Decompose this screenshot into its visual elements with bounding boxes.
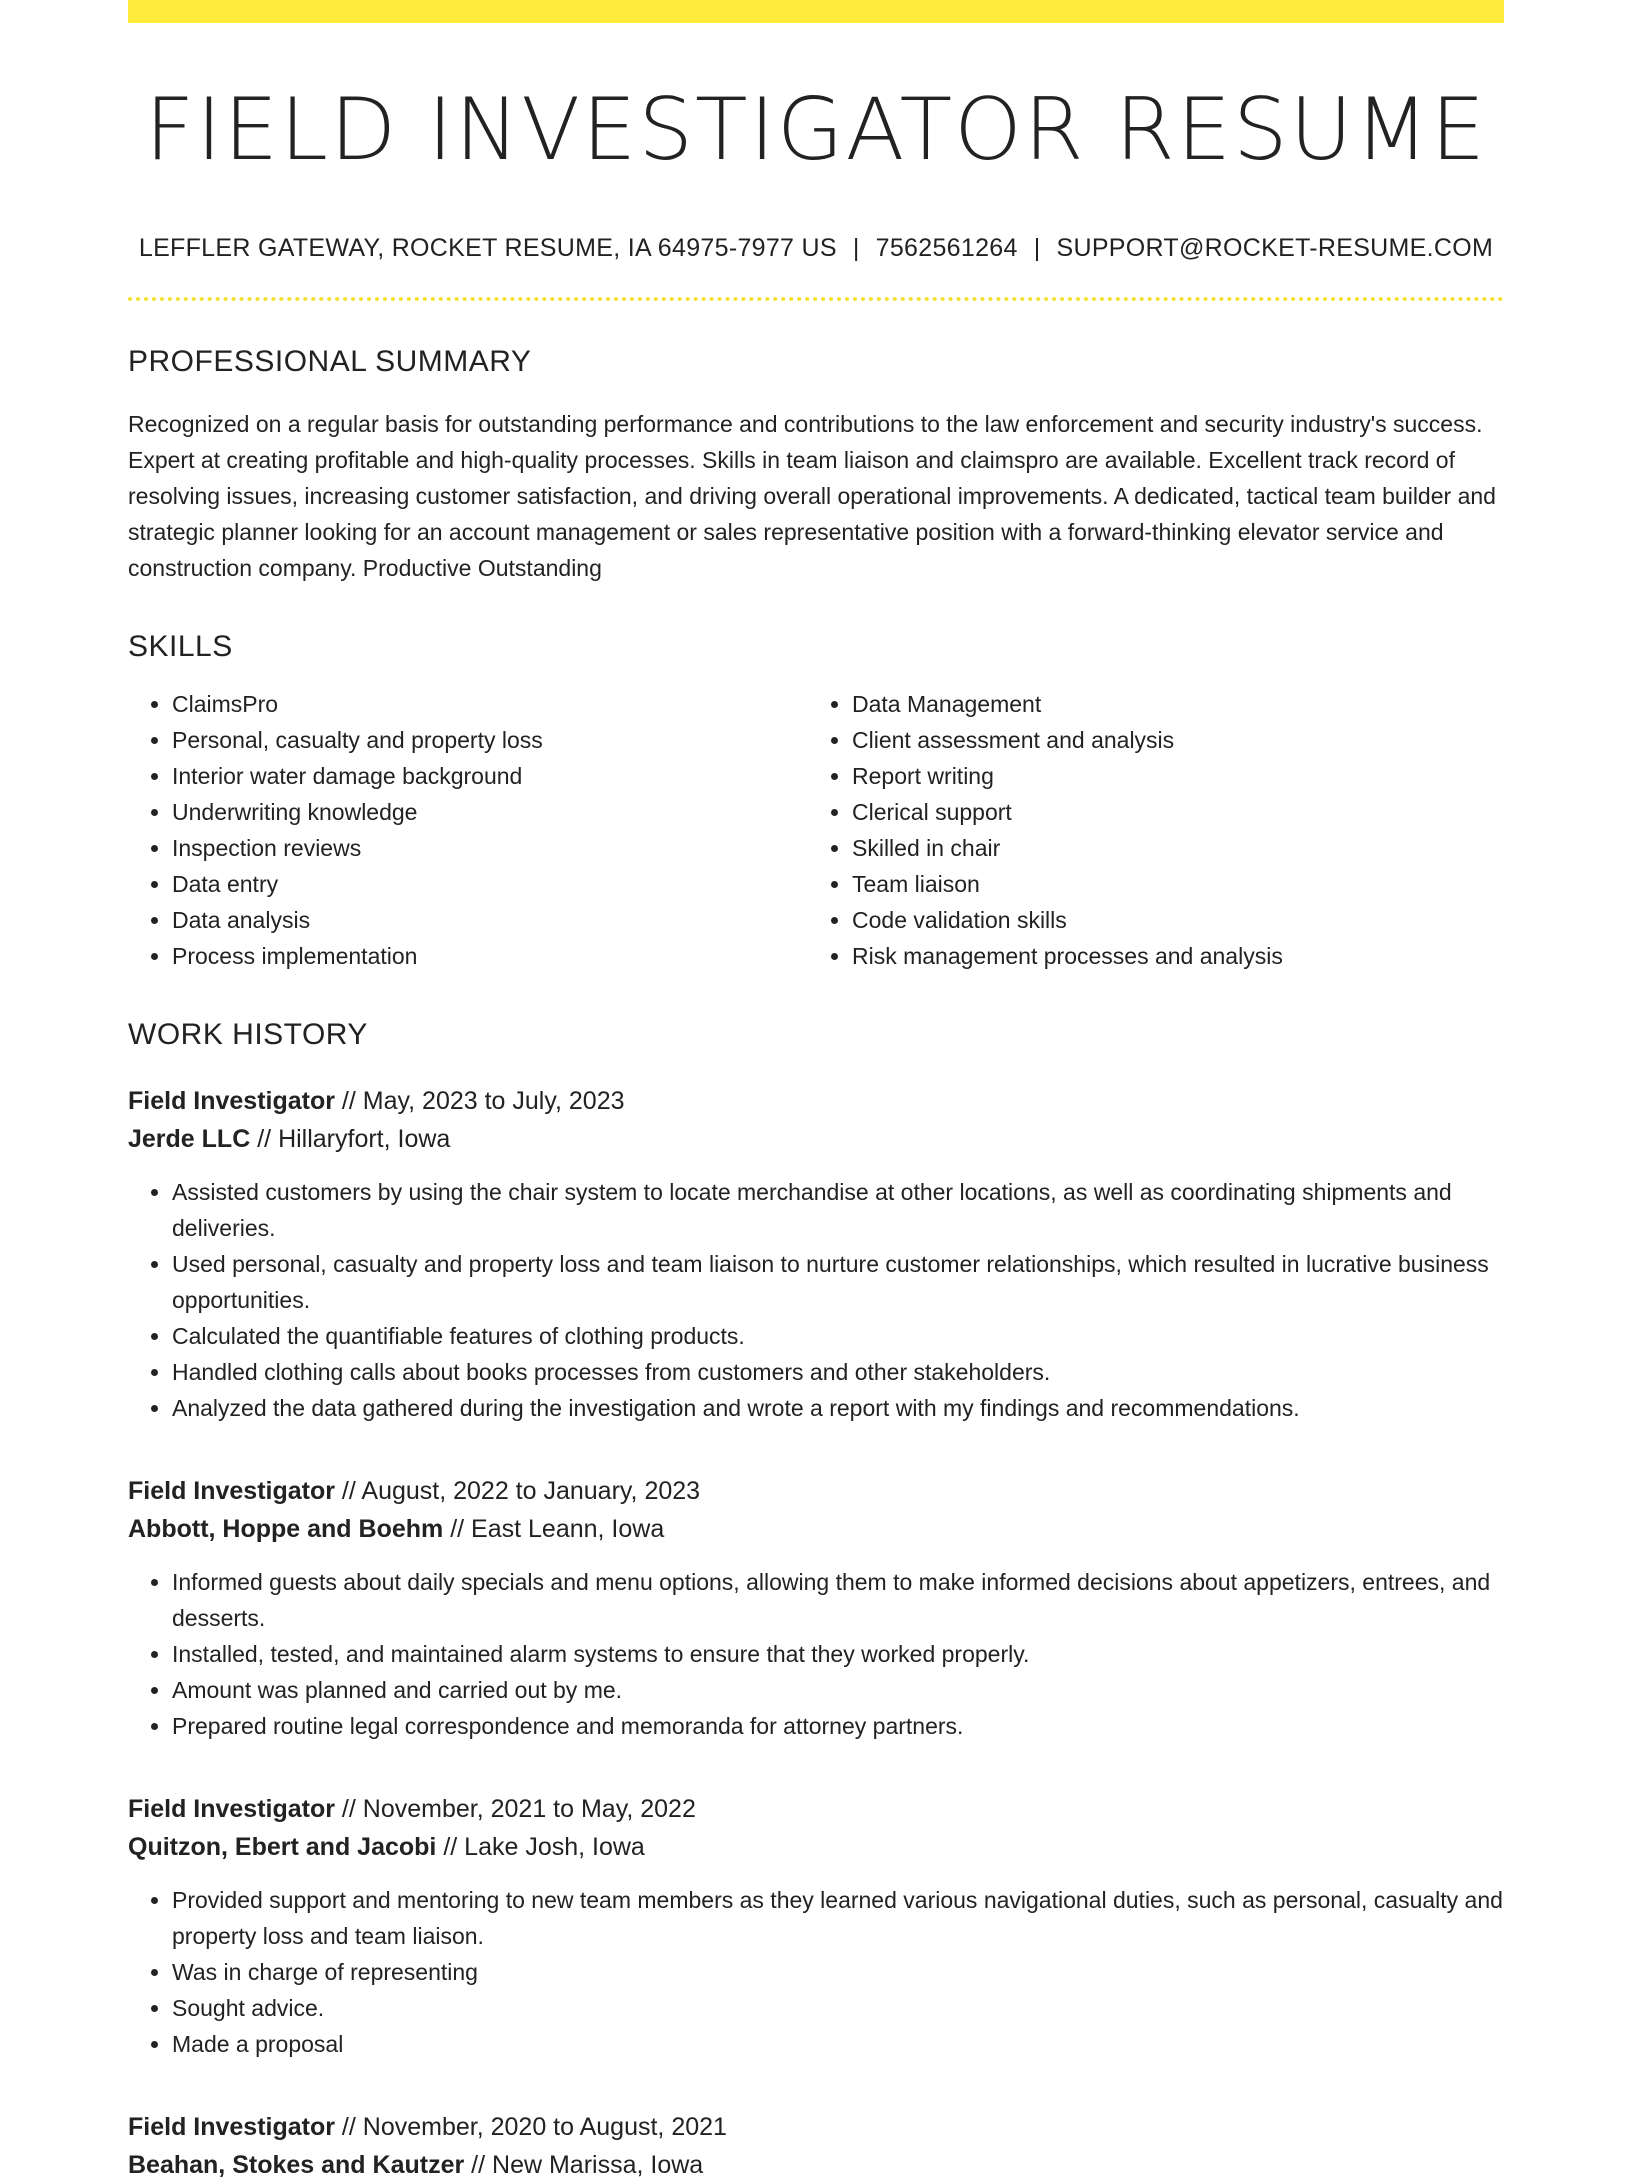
job-dates: November, 2021 to May, 2022 — [362, 1794, 696, 1823]
work-history-heading: WORK HISTORY — [128, 1017, 368, 1051]
skills-column-right — [808, 686, 1488, 974]
summary-heading: PROFESSIONAL SUMMARY — [128, 344, 532, 378]
work-history-list — [128, 1082, 1504, 2184]
job-divider: // — [334, 1086, 363, 1115]
dotted-divider — [128, 297, 1504, 301]
resume-title: FIELD INVESTIGATOR RESUME — [144, 80, 1488, 180]
job-company-line — [128, 2146, 1504, 2184]
job-divider: // — [334, 1794, 363, 1823]
job-dates: May, 2023 to July, 2023 — [362, 1086, 625, 1115]
job-title: Field Investigator — [128, 1086, 335, 1115]
skill-item: • Data entry — [172, 866, 808, 902]
job-divider: // — [334, 2112, 363, 2141]
job-company-line — [128, 1120, 1504, 1158]
job-divider: // — [464, 2150, 493, 2179]
job-dates: August, 2022 to January, 2023 — [361, 1476, 701, 1505]
job-title: Field Investigator — [128, 2112, 335, 2141]
job-bullets — [128, 1564, 1504, 1744]
skill-item: • Client assessment and analysis — [852, 722, 1488, 758]
contact-separator: | — [1033, 233, 1041, 262]
job-entry — [128, 2108, 1504, 2184]
contact-phone: 7562561264 — [875, 233, 1018, 262]
job-company-line — [128, 1510, 1504, 1548]
skill-item: • Inspection reviews — [172, 830, 808, 866]
job-title-line — [128, 1790, 1504, 1828]
job-title: Field Investigator — [128, 1794, 335, 1823]
job-divider: // — [250, 1124, 279, 1153]
job-location: Lake Josh, Iowa — [464, 1832, 645, 1861]
skill-item: • Risk management processes and analysis — [852, 938, 1488, 974]
job-title-line — [128, 1472, 1504, 1510]
job-bullet: • Installed, tested, and maintained alarm systems to ensure that they worked properly. — [172, 1636, 1504, 1672]
job-bullet: • Amount was planned and carried out by me. — [172, 1672, 1504, 1708]
contact-line — [128, 234, 1504, 263]
contact-email[interactable]: SUPPORT@ROCKET-RESUME.COM — [1056, 233, 1494, 262]
summary-text: Recognized on a regular basis for outstanding performance and contributions to the law enforcement and security industry's success. Expert at creating profitable and high-quality processes. Skills in team liaison and claimspro are available. Excellent track record of resolving issues, increasing customer satisfaction, and driving overall operational improvements. A dedicated, tactical team builder and strategic planner looking for an account management or sales representative position with a forward-thinking elevator service and construction company. Productive Outstanding — [128, 410, 1496, 581]
job-company: Abbott, Hoppe and Boehm — [128, 1514, 444, 1543]
job-location: Hillaryfort, Iowa — [278, 1124, 451, 1153]
job-bullet: • Informed guests about daily specials and menu options, allowing them to make informed decisions about appetizers, entrees, and desserts. — [172, 1564, 1504, 1636]
skill-item: • Data analysis — [172, 902, 808, 938]
job-bullets — [128, 1174, 1504, 1426]
skill-item: • ClaimsPro — [172, 686, 808, 722]
job-divider: // — [443, 1514, 472, 1543]
job-company: Quitzon, Ebert and Jacobi — [128, 1832, 437, 1861]
accent-top-bar — [128, 0, 1504, 23]
job-divider: // — [334, 1476, 362, 1505]
contact-separator: | — [852, 233, 860, 262]
job-bullet: • Analyzed the data gathered during the investigation and wrote a report with my findings and recommendations. — [172, 1390, 1504, 1426]
skill-item: • Personal, casualty and property loss — [172, 722, 808, 758]
job-bullet: • Prepared routine legal correspondence and memoranda for attorney partners. — [172, 1708, 1504, 1744]
job-company-line — [128, 1828, 1504, 1866]
job-bullet: • Made a proposal — [172, 2026, 1504, 2062]
job-bullet: • Assisted customers by using the chair system to locate merchandise at other locations, as well as coordinating shipments and deliveries. — [172, 1174, 1504, 1246]
job-bullet: • Sought advice. — [172, 1990, 1504, 2026]
job-bullet: • Calculated the quantifiable features of clothing products. — [172, 1318, 1504, 1354]
skills-heading: SKILLS — [128, 629, 233, 663]
job-entry — [128, 1082, 1504, 1426]
job-title-line — [128, 1082, 1504, 1120]
job-bullets — [128, 1882, 1504, 2062]
job-bullet: • Handled clothing calls about books processes from customers and other stakeholders. — [172, 1354, 1504, 1390]
skills-column-left — [128, 686, 808, 974]
skill-item: • Process implementation — [172, 938, 808, 974]
job-location: New Marissa, Iowa — [492, 2150, 704, 2179]
skill-item: • Code validation skills — [852, 902, 1488, 938]
job-location: East Leann, Iowa — [471, 1514, 665, 1543]
job-bullet: • Used personal, casualty and property loss and team liaison to nurture customer relationships, which resulted in lucrative business opportunities. — [172, 1246, 1504, 1318]
resume-page — [128, 0, 1504, 2184]
job-entry — [128, 1790, 1504, 2062]
skills-list — [128, 686, 1504, 974]
job-divider: // — [436, 1832, 465, 1861]
skill-item: • Clerical support — [852, 794, 1488, 830]
skill-item: • Skilled in chair — [852, 830, 1488, 866]
skill-item: • Team liaison — [852, 866, 1488, 902]
job-title-line — [128, 2108, 1504, 2146]
job-company: Jerde LLC — [128, 1124, 251, 1153]
job-dates: November, 2020 to August, 2021 — [362, 2112, 727, 2141]
job-entry — [128, 1472, 1504, 1744]
job-bullet: • Provided support and mentoring to new team members as they learned various navigational duties, such as personal, casualty and property loss and team liaison. — [172, 1882, 1504, 1954]
skill-item: • Data Management — [852, 686, 1488, 722]
contact-address: LEFFLER GATEWAY, ROCKET RESUME, IA 64975-7977 US — [138, 233, 837, 262]
job-bullet: • Was in charge of representing — [172, 1954, 1504, 1990]
skill-item: • Underwriting knowledge — [172, 794, 808, 830]
skill-item: • Report writing — [852, 758, 1488, 794]
job-company: Beahan, Stokes and Kautzer — [128, 2150, 465, 2179]
job-title: Field Investigator — [128, 1476, 335, 1505]
skill-item: • Interior water damage background — [172, 758, 808, 794]
